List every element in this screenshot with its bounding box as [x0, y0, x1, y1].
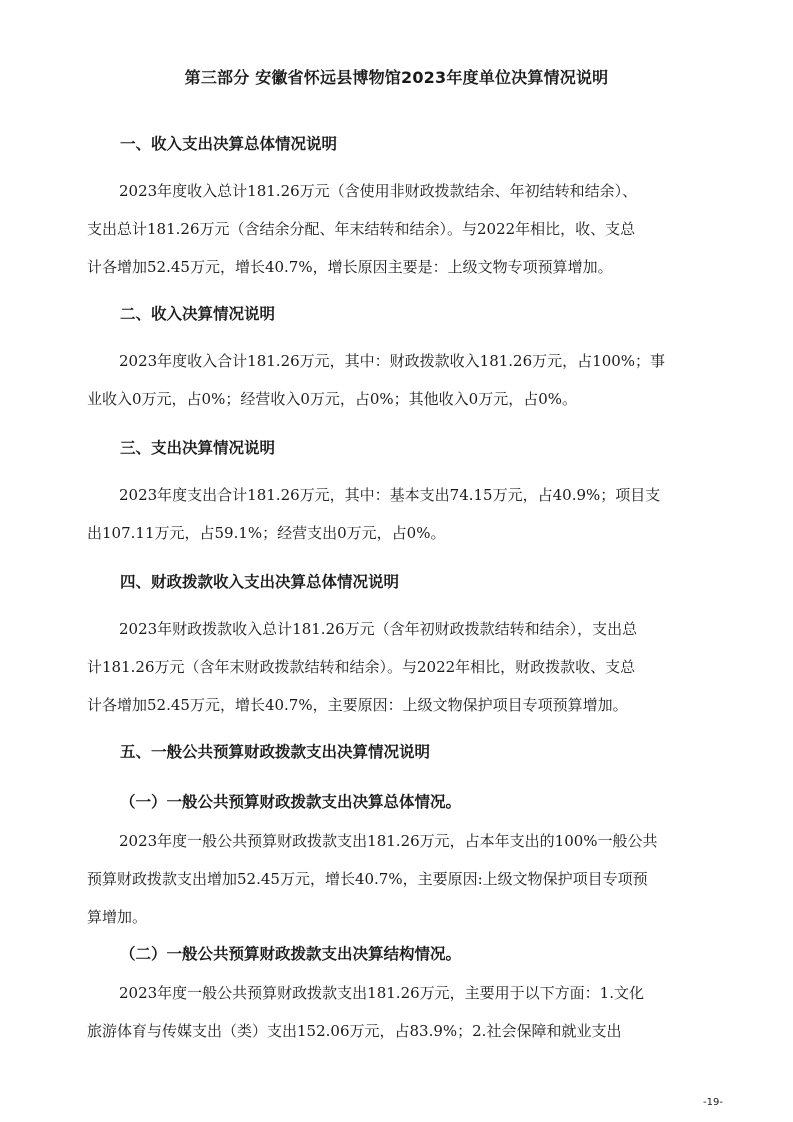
- paragraph-line: 出107.11万元，占59.1%；经营支出0万元，占0%。: [87, 524, 446, 542]
- paragraph-line: 计181.26万元（含年末财政拨款结转和结余）。与2022年相比，财政拨款收、支总: [87, 658, 636, 676]
- section-paragraph-1: [87, 172, 709, 286]
- section-paragraph-2: [87, 342, 709, 418]
- section-paragraph-3: [87, 476, 709, 552]
- section-heading-2: 二、收入决算情况说明: [120, 305, 276, 323]
- document-title: 第三部分 安徽省怀远县博物馆2023年度单位决算情况说明: [184, 68, 609, 87]
- section-heading-1: 一、收入支出决算总体情况说明: [120, 135, 338, 153]
- paragraph-line: 2023年度收入总计181.26万元（含使用非财政拨款结余、年初结转和结余）、: [119, 182, 638, 200]
- paragraph-line: 2023年度支出合计181.26万元，其中：基本支出74.15万元，占40.9%；项目支: [119, 486, 661, 504]
- section-heading-3: 三、支出决算情况说明: [120, 439, 276, 457]
- paragraph-line: 算增加。: [87, 908, 148, 926]
- paragraph-line: 预算财政拨款支出增加52.45万元，增长40.7%，主要原因:上级文物保护项目专项预: [87, 870, 648, 888]
- paragraph-line: 2023年度收入合计181.26万元，其中：财政拨款收入181.26万元，占100%；事: [119, 352, 666, 370]
- subsection-heading-5-1: （一）一般公共预算财政拨款支出决算总体情况。: [120, 792, 462, 811]
- section-heading-5: 五、一般公共预算财政拨款支出决算情况说明: [120, 743, 431, 761]
- paragraph-line: 支出总计181.26万元（含结余分配、年末结转和结余）。与2022年相比，收、支总: [87, 220, 636, 238]
- page-number: -19-: [703, 1097, 723, 1108]
- subsection-heading-5-2: （二）一般公共预算财政拨款支出决算结构情况。: [120, 944, 462, 963]
- paragraph-line: 2023年度一般公共预算财政拨款支出181.26万元，占本年支出的100%一般公共: [119, 832, 658, 850]
- paragraph-line: 旅游体育与传媒支出（类）支出152.06万元，占83.9%；2.社会保障和就业支出: [87, 1022, 622, 1040]
- section-paragraph-4: [87, 610, 709, 724]
- paragraph-line: 业收入0万元，占0%；经营收入0万元，占0%；其他收入0万元，占0%。: [87, 390, 578, 408]
- paragraph-line: 计各增加52.45万元，增长40.7%，增长原因主要是：上级文物专项预算增加。: [87, 258, 613, 276]
- paragraph-line: 2023年财政拨款收入总计181.26万元（含年初财政拨款结转和结余），支出总: [119, 620, 638, 638]
- paragraph-line: 2023年度一般公共预算财政拨款支出181.26万元，主要用于以下方面：1.文化: [119, 984, 644, 1002]
- subsection-paragraph-5-1: [87, 822, 709, 936]
- subsection-paragraph-5-2: [87, 974, 709, 1050]
- section-heading-4: 四、财政拨款收入支出决算总体情况说明: [120, 573, 400, 591]
- paragraph-line: 计各增加52.45万元，增长40.7%，主要原因：上级文物保护项目专项预算增加。: [87, 696, 628, 714]
